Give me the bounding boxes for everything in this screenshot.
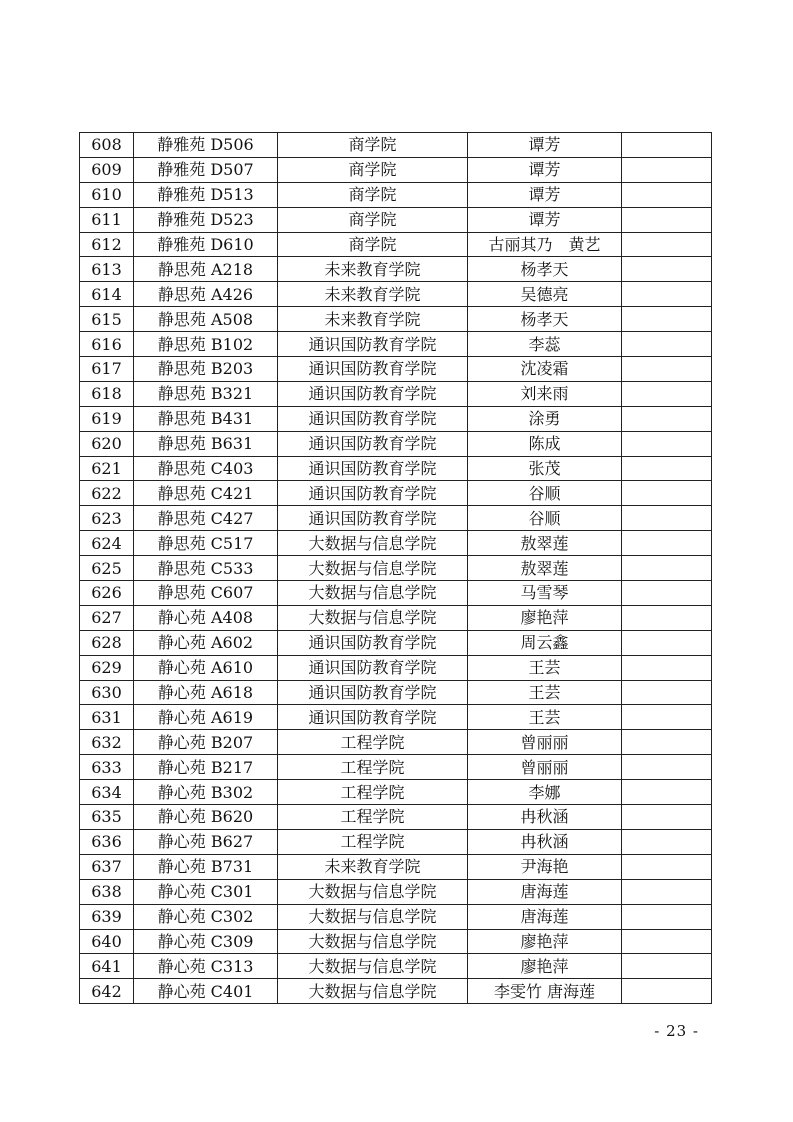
teacher-cell: 冉秋涵 — [468, 829, 622, 854]
table-row — [80, 232, 712, 257]
row-number-cell: 624 — [80, 531, 134, 556]
note-cell — [622, 680, 712, 705]
teacher-cell: 王芸 — [468, 680, 622, 705]
table-row — [80, 904, 712, 929]
teacher-cell: 陈成 — [468, 431, 622, 456]
note-cell — [622, 954, 712, 979]
note-cell — [622, 232, 712, 257]
college-cell: 商学院 — [278, 133, 468, 158]
table-row — [80, 207, 712, 232]
table-row — [80, 157, 712, 182]
teacher-cell: 谷顺 — [468, 481, 622, 506]
teacher-cell: 杨孝天 — [468, 307, 622, 332]
row-number-cell: 634 — [80, 780, 134, 805]
row-number-cell: 615 — [80, 307, 134, 332]
teacher-cell: 吴德亮 — [468, 282, 622, 307]
teacher-cell: 廖艳萍 — [468, 954, 622, 979]
row-number-cell: 609 — [80, 157, 134, 182]
teacher-cell: 敖翠莲 — [468, 556, 622, 581]
table-row — [80, 357, 712, 382]
college-cell: 大数据与信息学院 — [278, 954, 468, 979]
teacher-cell: 谭芳 — [468, 182, 622, 207]
teacher-cell: 廖艳萍 — [468, 605, 622, 630]
college-cell: 大数据与信息学院 — [278, 531, 468, 556]
table-row — [80, 282, 712, 307]
row-number-cell: 628 — [80, 630, 134, 655]
row-number-cell: 618 — [80, 381, 134, 406]
row-number-cell: 617 — [80, 357, 134, 382]
dorm-room-cell: 静思苑 A508 — [134, 307, 278, 332]
dorm-room-cell: 静思苑 B431 — [134, 406, 278, 431]
teacher-cell: 谭芳 — [468, 133, 622, 158]
college-cell: 未来教育学院 — [278, 257, 468, 282]
dorm-room-cell: 静心苑 B620 — [134, 805, 278, 830]
college-cell: 未来教育学院 — [278, 307, 468, 332]
dorm-room-cell: 静思苑 C427 — [134, 506, 278, 531]
row-number-cell: 631 — [80, 705, 134, 730]
note-cell — [622, 307, 712, 332]
college-cell: 通识国防教育学院 — [278, 506, 468, 531]
dorm-room-cell: 静心苑 B627 — [134, 829, 278, 854]
note-cell — [622, 805, 712, 830]
row-number-cell: 621 — [80, 456, 134, 481]
college-cell: 商学院 — [278, 232, 468, 257]
teacher-cell: 李雯竹 唐海莲 — [468, 979, 622, 1004]
college-cell: 未来教育学院 — [278, 282, 468, 307]
note-cell — [622, 854, 712, 879]
dorm-room-cell: 静心苑 C301 — [134, 879, 278, 904]
teacher-cell: 王芸 — [468, 655, 622, 680]
college-cell: 通识国防教育学院 — [278, 357, 468, 382]
teacher-cell: 谭芳 — [468, 157, 622, 182]
dorm-room-cell: 静心苑 C401 — [134, 979, 278, 1004]
teacher-cell: 尹海艳 — [468, 854, 622, 879]
teacher-cell: 王芸 — [468, 705, 622, 730]
note-cell — [622, 406, 712, 431]
teacher-cell: 古丽其乃 黄艺 — [468, 232, 622, 257]
college-cell: 通识国防教育学院 — [278, 705, 468, 730]
table-row — [80, 556, 712, 581]
college-cell: 通识国防教育学院 — [278, 456, 468, 481]
dorm-room-cell: 静雅苑 D523 — [134, 207, 278, 232]
dorm-room-cell: 静心苑 A408 — [134, 605, 278, 630]
teacher-cell: 刘来雨 — [468, 381, 622, 406]
table-row — [80, 605, 712, 630]
teacher-cell: 谭芳 — [468, 207, 622, 232]
college-cell: 工程学院 — [278, 755, 468, 780]
row-number-cell: 611 — [80, 207, 134, 232]
table-row — [80, 730, 712, 755]
college-cell: 通识国防教育学院 — [278, 481, 468, 506]
row-number-cell: 642 — [80, 979, 134, 1004]
row-number-cell: 630 — [80, 680, 134, 705]
dorm-room-cell: 静思苑 C607 — [134, 581, 278, 606]
row-number-cell: 613 — [80, 257, 134, 282]
note-cell — [622, 506, 712, 531]
note-cell — [622, 556, 712, 581]
note-cell — [622, 581, 712, 606]
note-cell — [622, 332, 712, 357]
row-number-cell: 629 — [80, 655, 134, 680]
college-cell: 工程学院 — [278, 829, 468, 854]
dorm-room-cell: 静雅苑 D507 — [134, 157, 278, 182]
teacher-cell: 唐海莲 — [468, 879, 622, 904]
table-row — [80, 929, 712, 954]
note-cell — [622, 182, 712, 207]
dorm-room-cell: 静思苑 A426 — [134, 282, 278, 307]
row-number-cell: 636 — [80, 829, 134, 854]
table-row — [80, 829, 712, 854]
row-number-cell: 623 — [80, 506, 134, 531]
table-row — [80, 481, 712, 506]
college-cell: 大数据与信息学院 — [278, 904, 468, 929]
note-cell — [622, 630, 712, 655]
table-row — [80, 854, 712, 879]
dorm-room-cell: 静心苑 A618 — [134, 680, 278, 705]
table-row — [80, 182, 712, 207]
row-number-cell: 632 — [80, 730, 134, 755]
dorm-room-cell: 静思苑 C517 — [134, 531, 278, 556]
note-cell — [622, 282, 712, 307]
teacher-cell: 涂勇 — [468, 406, 622, 431]
college-cell: 大数据与信息学院 — [278, 929, 468, 954]
teacher-cell: 唐海莲 — [468, 904, 622, 929]
note-cell — [622, 431, 712, 456]
dorm-room-cell: 静思苑 C403 — [134, 456, 278, 481]
table-row — [80, 954, 712, 979]
dorm-room-cell: 静心苑 B731 — [134, 854, 278, 879]
row-number-cell: 619 — [80, 406, 134, 431]
table-row — [80, 755, 712, 780]
note-cell — [622, 133, 712, 158]
note-cell — [622, 879, 712, 904]
note-cell — [622, 157, 712, 182]
note-cell — [622, 929, 712, 954]
row-number-cell: 639 — [80, 904, 134, 929]
note-cell — [622, 730, 712, 755]
dorm-room-cell: 静思苑 A218 — [134, 257, 278, 282]
row-number-cell: 641 — [80, 954, 134, 979]
dorm-room-cell: 静雅苑 D506 — [134, 133, 278, 158]
dormitory-table — [79, 132, 712, 1004]
college-cell: 通识国防教育学院 — [278, 381, 468, 406]
college-cell: 工程学院 — [278, 730, 468, 755]
college-cell: 大数据与信息学院 — [278, 581, 468, 606]
college-cell: 工程学院 — [278, 780, 468, 805]
table-row — [80, 979, 712, 1004]
note-cell — [622, 257, 712, 282]
row-number-cell: 625 — [80, 556, 134, 581]
college-cell: 通识国防教育学院 — [278, 406, 468, 431]
teacher-cell: 谷顺 — [468, 506, 622, 531]
note-cell — [622, 381, 712, 406]
note-cell — [622, 207, 712, 232]
dorm-room-cell: 静心苑 C313 — [134, 954, 278, 979]
table-row — [80, 257, 712, 282]
college-cell: 商学院 — [278, 157, 468, 182]
table-row — [80, 406, 712, 431]
teacher-cell: 沈凌霜 — [468, 357, 622, 382]
table-row — [80, 506, 712, 531]
dorm-room-cell: 静心苑 B302 — [134, 780, 278, 805]
row-number-cell: 610 — [80, 182, 134, 207]
dorm-room-cell: 静思苑 B102 — [134, 332, 278, 357]
note-cell — [622, 829, 712, 854]
college-cell: 通识国防教育学院 — [278, 431, 468, 456]
row-number-cell: 614 — [80, 282, 134, 307]
dorm-room-cell: 静思苑 B631 — [134, 431, 278, 456]
dorm-room-cell: 静思苑 C533 — [134, 556, 278, 581]
table-row — [80, 307, 712, 332]
college-cell: 通识国防教育学院 — [278, 630, 468, 655]
note-cell — [622, 605, 712, 630]
teacher-cell: 张茂 — [468, 456, 622, 481]
college-cell: 大数据与信息学院 — [278, 979, 468, 1004]
teacher-cell: 李娜 — [468, 780, 622, 805]
note-cell — [622, 357, 712, 382]
college-cell: 工程学院 — [278, 805, 468, 830]
note-cell — [622, 481, 712, 506]
note-cell — [622, 655, 712, 680]
teacher-cell: 杨孝天 — [468, 257, 622, 282]
note-cell — [622, 755, 712, 780]
dorm-room-cell: 静心苑 A610 — [134, 655, 278, 680]
dorm-room-cell: 静心苑 B217 — [134, 755, 278, 780]
row-number-cell: 612 — [80, 232, 134, 257]
row-number-cell: 638 — [80, 879, 134, 904]
row-number-cell: 627 — [80, 605, 134, 630]
row-number-cell: 637 — [80, 854, 134, 879]
dorm-room-cell: 静心苑 B207 — [134, 730, 278, 755]
note-cell — [622, 531, 712, 556]
teacher-cell: 周云鑫 — [468, 630, 622, 655]
college-cell: 通识国防教育学院 — [278, 655, 468, 680]
table-row — [80, 655, 712, 680]
table-row — [80, 630, 712, 655]
teacher-cell: 马雪琴 — [468, 581, 622, 606]
row-number-cell: 608 — [80, 133, 134, 158]
college-cell: 商学院 — [278, 207, 468, 232]
table-row — [80, 133, 712, 158]
dorm-room-cell: 静思苑 B203 — [134, 357, 278, 382]
note-cell — [622, 780, 712, 805]
table-row — [80, 531, 712, 556]
note-cell — [622, 456, 712, 481]
dorm-room-cell: 静心苑 A602 — [134, 630, 278, 655]
table-row — [80, 381, 712, 406]
dorm-room-cell: 静雅苑 D610 — [134, 232, 278, 257]
teacher-cell: 李蕊 — [468, 332, 622, 357]
teacher-cell: 曾丽丽 — [468, 730, 622, 755]
table-row — [80, 332, 712, 357]
row-number-cell: 635 — [80, 805, 134, 830]
table-body — [80, 133, 712, 1004]
college-cell: 商学院 — [278, 182, 468, 207]
teacher-cell: 廖艳萍 — [468, 929, 622, 954]
dorm-room-cell: 静心苑 A619 — [134, 705, 278, 730]
dorm-room-cell: 静思苑 B321 — [134, 381, 278, 406]
table-row — [80, 680, 712, 705]
row-number-cell: 633 — [80, 755, 134, 780]
college-cell: 大数据与信息学院 — [278, 556, 468, 581]
table-row — [80, 879, 712, 904]
row-number-cell: 626 — [80, 581, 134, 606]
note-cell — [622, 705, 712, 730]
row-number-cell: 620 — [80, 431, 134, 456]
note-cell — [622, 979, 712, 1004]
table-row — [80, 431, 712, 456]
dorm-room-cell: 静雅苑 D513 — [134, 182, 278, 207]
table-row — [80, 581, 712, 606]
dorm-room-cell: 静思苑 C421 — [134, 481, 278, 506]
note-cell — [622, 904, 712, 929]
row-number-cell: 640 — [80, 929, 134, 954]
row-number-cell: 616 — [80, 332, 134, 357]
college-cell: 通识国防教育学院 — [278, 332, 468, 357]
teacher-cell: 曾丽丽 — [468, 755, 622, 780]
table-row — [80, 805, 712, 830]
college-cell: 通识国防教育学院 — [278, 680, 468, 705]
table-row — [80, 705, 712, 730]
teacher-cell: 冉秋涵 — [468, 805, 622, 830]
college-cell: 未来教育学院 — [278, 854, 468, 879]
row-number-cell: 622 — [80, 481, 134, 506]
dorm-room-cell: 静心苑 C309 — [134, 929, 278, 954]
dorm-room-cell: 静心苑 C302 — [134, 904, 278, 929]
teacher-cell: 敖翠莲 — [468, 531, 622, 556]
college-cell: 大数据与信息学院 — [278, 605, 468, 630]
page-number: - 23 - — [654, 1022, 699, 1040]
table-row — [80, 456, 712, 481]
college-cell: 大数据与信息学院 — [278, 879, 468, 904]
table-row — [80, 780, 712, 805]
